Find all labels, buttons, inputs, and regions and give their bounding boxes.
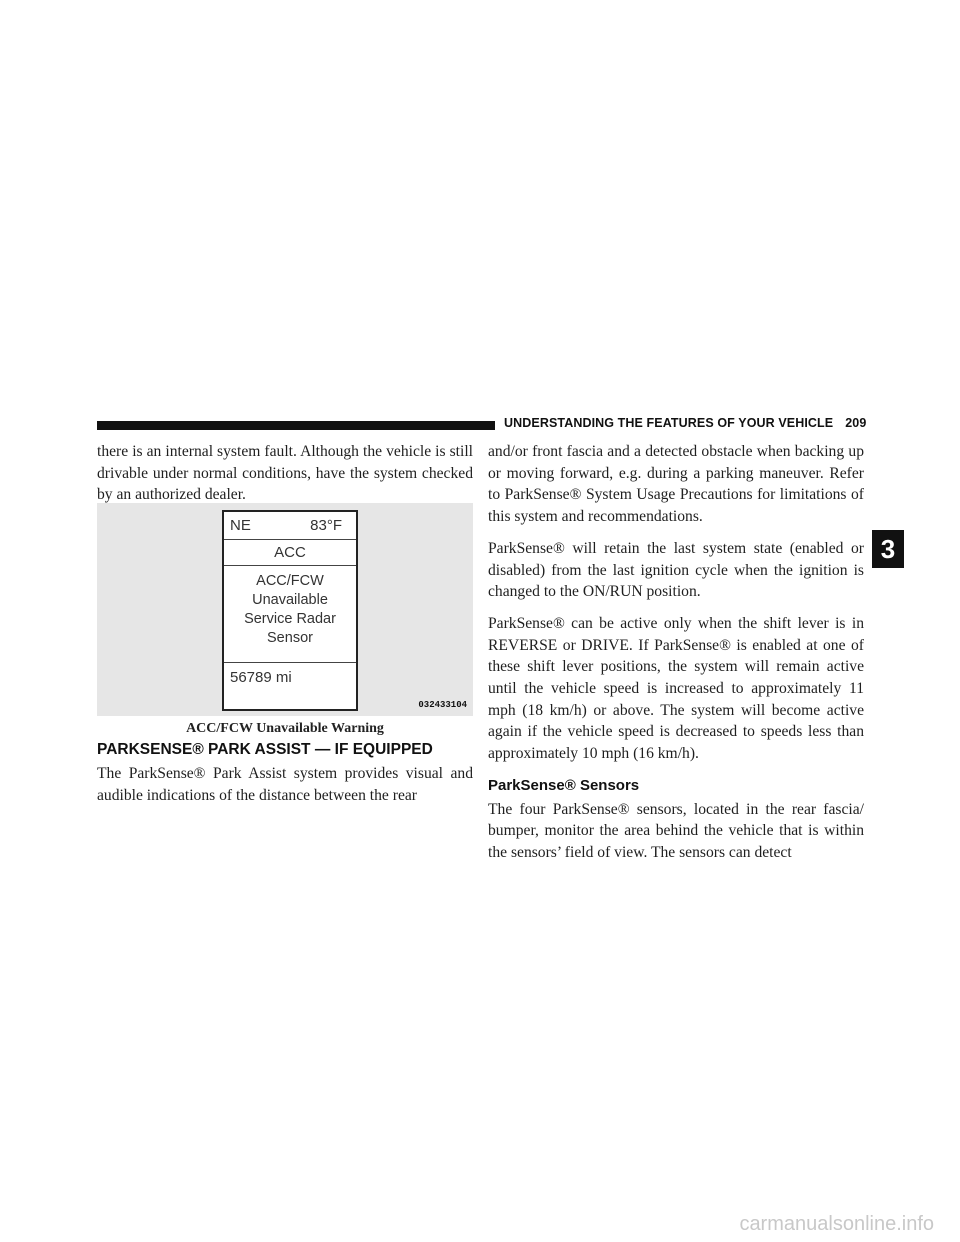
subsection-heading: ParkSense® Sensors <box>488 776 640 794</box>
left-column-bottom <box>97 763 473 806</box>
paragraph: The four ParkSense® sensors, located in the rear fascia/ bumper, monitor the area behind the vehicle that is within the sensors’ field of view. The sensors can detect <box>488 800 864 861</box>
message-line: ACC/FCW <box>256 573 324 589</box>
paragraph: ParkSense® can be active only when the shift lever is in REVERSE or DRIVE. If ParkSense® is enabled at one of these shift lever positions, the system will remain active until the vehicle speed is increased to approximately 11 mph (18 km/h) or above. The system will become active again if the vehicle speed is decreased to speeds less than approximately 10 mph (16 km/h). <box>488 614 864 763</box>
outside-temperature: 83°F <box>310 517 342 534</box>
running-header <box>504 416 866 430</box>
figure-code: 032433104 <box>418 700 467 710</box>
odometer: 56789 mi <box>230 669 292 686</box>
right-column <box>488 441 864 864</box>
message-line: Sensor <box>267 630 313 646</box>
chapter-tab: 3 <box>872 530 904 568</box>
acc-label: ACC <box>224 540 356 566</box>
paragraph: there is an internal system fault. Although the vehicle is still drivable under normal conditions, have the system checked by an authorized dealer. <box>97 443 473 504</box>
paragraph: The ParkSense® Park Assist system provides visual and audible indications of the distance between the rear <box>97 765 473 804</box>
page-number: 209 <box>845 416 867 430</box>
left-column-top <box>97 441 473 506</box>
message-line: Unavailable <box>252 592 328 608</box>
chapter-title: UNDERSTANDING THE FEATURES OF YOUR VEHICLE <box>504 416 834 430</box>
display-status-row <box>224 512 356 540</box>
header-bar <box>97 421 495 430</box>
paragraph: and/or front fascia and a detected obstacle when backing up or moving forward, e.g. during a parking maneuver. Refer to ParkSense® System Usage Precautions for limitations of this system and recommendations. <box>488 443 864 526</box>
compass-direction: NE <box>230 517 251 534</box>
warning-figure <box>97 503 473 716</box>
warning-message <box>224 572 356 648</box>
figure-caption: ACC/FCW Unavailable Warning <box>186 721 384 736</box>
paragraph: ParkSense® will retain the last system state (enabled or disabled) from the last ignition cycle when the ignition is changed to the ON/RUN position. <box>488 539 864 601</box>
message-line: Service Radar <box>244 611 336 627</box>
watermark: carmanualsonline.info <box>739 1213 934 1235</box>
odometer-row <box>224 662 356 686</box>
section-heading: PARKSENSE® PARK ASSIST — IF EQUIPPED <box>97 741 433 758</box>
cluster-display <box>222 510 358 711</box>
